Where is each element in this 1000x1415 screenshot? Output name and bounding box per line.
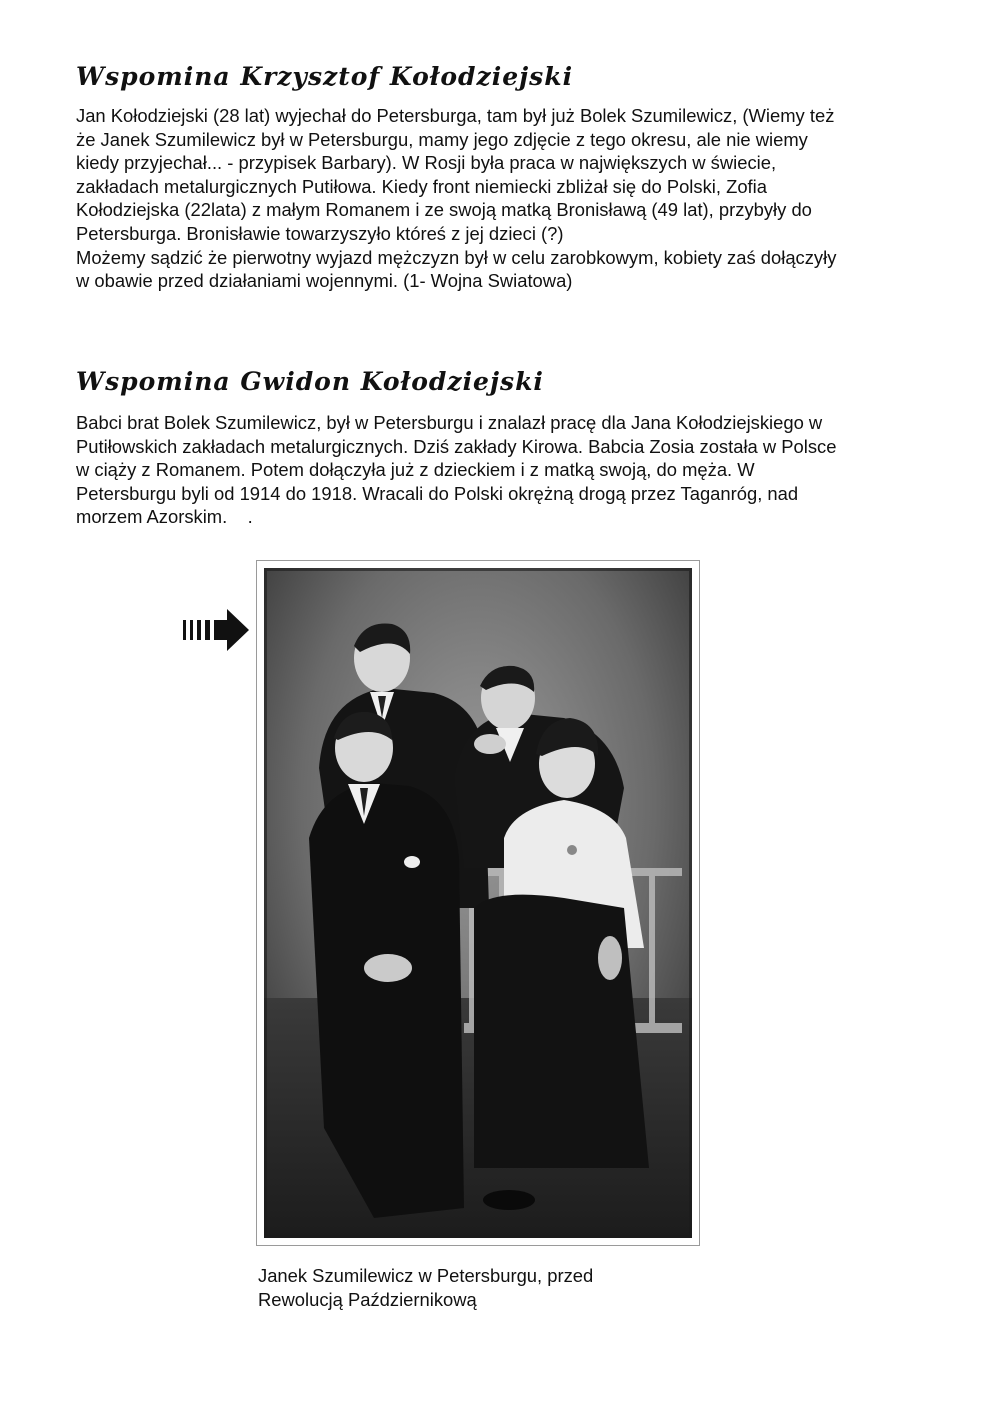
text-line: w obawie przed działaniami wojennymi. (1- Wojna Swiatowa) (76, 270, 573, 292)
photo-frame (256, 560, 700, 1246)
text-line: Możemy sądzić że pierwotny wyjazd mężczyzn był w celu zarobkowym, kobiety zaś dołączyły (76, 246, 837, 268)
text-line: Babci brat Bolek Szumilewicz, był w Petersburgu i znalazł pracę dla Jana Kołodziejskiego w (76, 412, 823, 433)
text-line: w ciąży z Romanem. Potem dołączyła już z dzieckiem i z matką swoją, do męża. W (76, 459, 755, 481)
photo-caption (258, 1264, 593, 1311)
section-text-krzysztof (76, 104, 922, 293)
text-line: kiedy przyjechał... - przypisek Barbary). W Rosji była praca w największych w świecie, (76, 152, 777, 174)
text-line: Kołodziejska (22lata) z małym Romanem i ze swoją matką Bronisławą (49 lat), przybyły do (76, 199, 812, 221)
text-line: że Janek Szumilewicz był w Petersburgu, mamy jego zdjęcie z tego okresu, ale nie wiemy (76, 128, 808, 150)
arrow-right-icon (183, 609, 249, 651)
family-photo (264, 568, 692, 1238)
text-line: Petersburga. Bronisławie towarzyszyło któreś z jej dzieci (?) (76, 222, 564, 244)
text-line: Jan Kołodziejski (28 lat) wyjechał do Petersburga, tam był już Bolek Szumilewicz, (Wiemy też (76, 105, 835, 126)
text-line: zakładach metalurgicznych Putiłowa. Kiedy front niemiecki zbliżał się do Polski, Zofia (76, 175, 767, 197)
caption-line: Rewolucją Październikową (258, 1288, 477, 1310)
section-text-gwidon (76, 411, 922, 529)
section-heading-gwidon: Wspomina Gwidon Kołodziejski (76, 367, 544, 396)
text-line: morzem Azorskim. . (76, 506, 253, 528)
text-line: Putiłowskich zakładach metalurgicznych. Dziś zakłady Kirowa. Babcia Zosia została w Polsce (76, 435, 837, 457)
section-heading-krzysztof: Wspomina Krzysztof Kołodziejski (76, 62, 574, 91)
caption-line: Janek Szumilewicz w Petersburgu, przed (258, 1265, 594, 1286)
text-line: Petersburgu byli od 1914 do 1918. Wracali do Polski okrężną drogą przez Taganróg, nad (76, 482, 799, 504)
